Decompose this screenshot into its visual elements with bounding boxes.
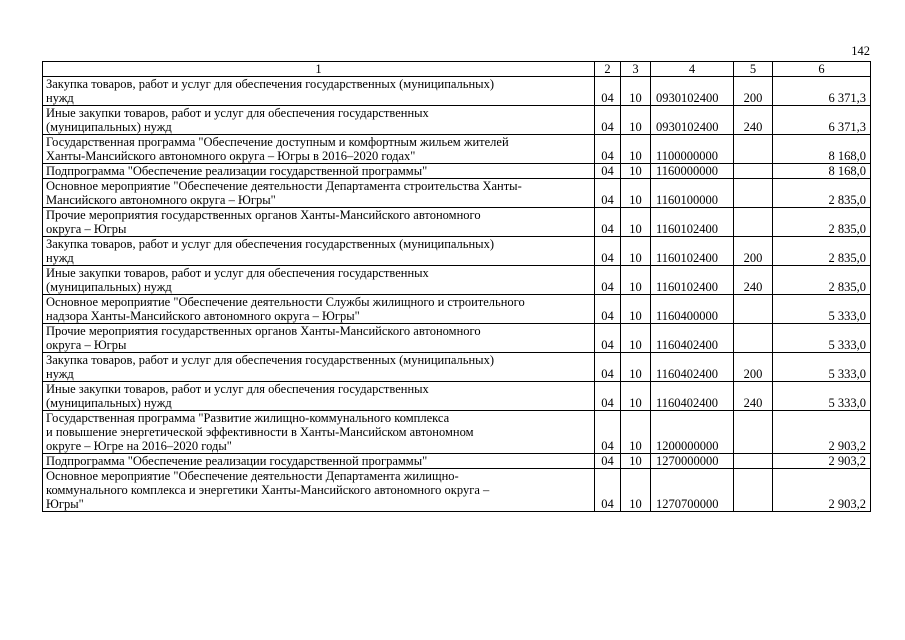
row-description xyxy=(43,77,595,106)
description-line: (муниципальных) нужд xyxy=(46,396,172,410)
description-line: Югры" xyxy=(46,497,84,511)
description-line: Иные закупки товаров, работ и услуг для обеспечения государственных xyxy=(46,266,429,280)
row-description xyxy=(43,208,595,237)
table-row xyxy=(43,295,871,324)
description-line: округе – Югре на 2016–2020 годы" xyxy=(46,439,232,453)
target-article-code: 1100000000 xyxy=(651,135,734,164)
table-row xyxy=(43,208,871,237)
expense-type-code: 240 xyxy=(734,106,773,135)
header-cell: 6 xyxy=(773,62,871,77)
expense-type-code xyxy=(734,469,773,512)
section-code: 04 xyxy=(595,77,621,106)
description-line: Закупка товаров, работ и услуг для обеспечения государственных (муниципальных) xyxy=(46,77,494,91)
description-line: Прочие мероприятия государственных органов Ханты-Мансийского автономного xyxy=(46,208,481,222)
expense-type-code: 200 xyxy=(734,237,773,266)
header-cell: 5 xyxy=(734,62,773,77)
header-cell: 2 xyxy=(595,62,621,77)
description-line: округа – Югры xyxy=(46,338,127,352)
amount: 5 333,0 xyxy=(773,353,871,382)
amount: 2 903,2 xyxy=(773,411,871,454)
target-article-code: 1160402400 xyxy=(651,353,734,382)
row-description xyxy=(43,324,595,353)
description-line: Государственная программа "Обеспечение доступным и комфортным жильем жителей xyxy=(46,135,509,149)
target-article-code: 1160102400 xyxy=(651,208,734,237)
amount: 2 903,2 xyxy=(773,469,871,512)
description-line: Прочие мероприятия государственных органов Ханты-Мансийского автономного xyxy=(46,324,481,338)
description-line: Иные закупки товаров, работ и услуг для обеспечения государственных xyxy=(46,382,429,396)
table-row xyxy=(43,164,871,179)
amount: 2 835,0 xyxy=(773,237,871,266)
header-cell: 1 xyxy=(43,62,595,77)
description-line: коммунального комплекса и энергетики Ханты-Мансийского автономного округа – xyxy=(46,483,490,497)
description-line: Мансийского автономного округа – Югры" xyxy=(46,193,276,207)
description-line: нужд xyxy=(46,367,74,381)
row-description xyxy=(43,295,595,324)
amount: 2 835,0 xyxy=(773,179,871,208)
description-line: нужд xyxy=(46,91,74,105)
section-code: 04 xyxy=(595,135,621,164)
row-description xyxy=(43,237,595,266)
table-row xyxy=(43,179,871,208)
amount: 6 371,3 xyxy=(773,106,871,135)
target-article-code: 1160102400 xyxy=(651,237,734,266)
target-article-code: 1160402400 xyxy=(651,324,734,353)
subsection-code: 10 xyxy=(621,353,651,382)
section-code: 04 xyxy=(595,469,621,512)
description-line: Подпрограмма "Обеспечение реализации государственной программы" xyxy=(46,454,428,468)
description-line: нужд xyxy=(46,251,74,265)
row-description xyxy=(43,106,595,135)
header-cell: 3 xyxy=(621,62,651,77)
expense-type-code: 200 xyxy=(734,353,773,382)
table-row xyxy=(43,266,871,295)
row-description xyxy=(43,135,595,164)
description-line: надзора Ханты-Мансийского автономного округа – Югры" xyxy=(46,309,360,323)
header-cell: 4 xyxy=(651,62,734,77)
amount: 5 333,0 xyxy=(773,324,871,353)
subsection-code: 10 xyxy=(621,179,651,208)
amount: 6 371,3 xyxy=(773,77,871,106)
table-row xyxy=(43,106,871,135)
subsection-code: 10 xyxy=(621,106,651,135)
description-line: Закупка товаров, работ и услуг для обеспечения государственных (муниципальных) xyxy=(46,353,494,367)
amount: 2 903,2 xyxy=(773,454,871,469)
table-row xyxy=(43,135,871,164)
amount: 5 333,0 xyxy=(773,382,871,411)
description-line: (муниципальных) нужд xyxy=(46,280,172,294)
table-header-row xyxy=(43,62,871,77)
table-row xyxy=(43,411,871,454)
budget-table xyxy=(42,61,871,512)
section-code: 04 xyxy=(595,164,621,179)
subsection-code: 10 xyxy=(621,135,651,164)
table-row xyxy=(43,324,871,353)
description-line: Закупка товаров, работ и услуг для обеспечения государственных (муниципальных) xyxy=(46,237,494,251)
expense-type-code xyxy=(734,324,773,353)
expense-type-code xyxy=(734,208,773,237)
table-row xyxy=(43,237,871,266)
target-article-code: 1160402400 xyxy=(651,382,734,411)
row-description xyxy=(43,382,595,411)
subsection-code: 10 xyxy=(621,164,651,179)
subsection-code: 10 xyxy=(621,237,651,266)
expense-type-code xyxy=(734,179,773,208)
section-code: 04 xyxy=(595,208,621,237)
subsection-code: 10 xyxy=(621,469,651,512)
amount: 2 835,0 xyxy=(773,208,871,237)
expense-type-code xyxy=(734,135,773,164)
target-article-code: 1160400000 xyxy=(651,295,734,324)
target-article-code: 1160100000 xyxy=(651,179,734,208)
description-line: Ханты-Мансийского автономного округа – Югры в 2016–2020 годах" xyxy=(46,149,416,163)
row-description xyxy=(43,164,595,179)
amount: 2 835,0 xyxy=(773,266,871,295)
row-description xyxy=(43,454,595,469)
expense-type-code xyxy=(734,454,773,469)
table-row xyxy=(43,353,871,382)
subsection-code: 10 xyxy=(621,266,651,295)
amount: 5 333,0 xyxy=(773,295,871,324)
expense-type-code xyxy=(734,411,773,454)
target-article-code: 1270000000 xyxy=(651,454,734,469)
section-code: 04 xyxy=(595,411,621,454)
amount: 8 168,0 xyxy=(773,164,871,179)
description-line: округа – Югры xyxy=(46,222,127,236)
section-code: 04 xyxy=(595,266,621,295)
row-description xyxy=(43,179,595,208)
row-description xyxy=(43,411,595,454)
expense-type-code: 200 xyxy=(734,77,773,106)
target-article-code: 1270700000 xyxy=(651,469,734,512)
target-article-code: 1160000000 xyxy=(651,164,734,179)
table-row xyxy=(43,77,871,106)
row-description xyxy=(43,469,595,512)
expense-type-code: 240 xyxy=(734,382,773,411)
expense-type-code xyxy=(734,295,773,324)
section-code: 04 xyxy=(595,353,621,382)
description-line: Основное мероприятие "Обеспечение деятельности Департамента строительства Ханты- xyxy=(46,179,522,193)
section-code: 04 xyxy=(595,454,621,469)
description-line: Иные закупки товаров, работ и услуг для обеспечения государственных xyxy=(46,106,429,120)
table-row xyxy=(43,382,871,411)
description-line: (муниципальных) нужд xyxy=(46,120,172,134)
section-code: 04 xyxy=(595,106,621,135)
table-row xyxy=(43,454,871,469)
section-code: 04 xyxy=(595,382,621,411)
row-description xyxy=(43,353,595,382)
expense-type-code xyxy=(734,164,773,179)
section-code: 04 xyxy=(595,295,621,324)
target-article-code: 0930102400 xyxy=(651,77,734,106)
expense-type-code: 240 xyxy=(734,266,773,295)
table-row xyxy=(43,469,871,512)
amount: 8 168,0 xyxy=(773,135,871,164)
target-article-code: 1160102400 xyxy=(651,266,734,295)
subsection-code: 10 xyxy=(621,411,651,454)
section-code: 04 xyxy=(595,179,621,208)
description-line: Основное мероприятие "Обеспечение деятельности Службы жилищного и строительного xyxy=(46,295,525,309)
subsection-code: 10 xyxy=(621,295,651,324)
subsection-code: 10 xyxy=(621,77,651,106)
page-number: 142 xyxy=(851,44,870,58)
subsection-code: 10 xyxy=(621,454,651,469)
row-description xyxy=(43,266,595,295)
target-article-code: 1200000000 xyxy=(651,411,734,454)
description-line: Государственная программа "Развитие жилищно-коммунального комплекса xyxy=(46,411,450,425)
target-article-code: 0930102400 xyxy=(651,106,734,135)
description-line: и повышение энергетической эффективности в Ханты-Мансийском автономном xyxy=(46,425,474,439)
description-line: Подпрограмма "Обеспечение реализации государственной программы" xyxy=(46,164,428,178)
description-line: Основное мероприятие "Обеспечение деятельности Департамента жилищно- xyxy=(46,469,459,483)
section-code: 04 xyxy=(595,237,621,266)
subsection-code: 10 xyxy=(621,208,651,237)
subsection-code: 10 xyxy=(621,382,651,411)
section-code: 04 xyxy=(595,324,621,353)
subsection-code: 10 xyxy=(621,324,651,353)
